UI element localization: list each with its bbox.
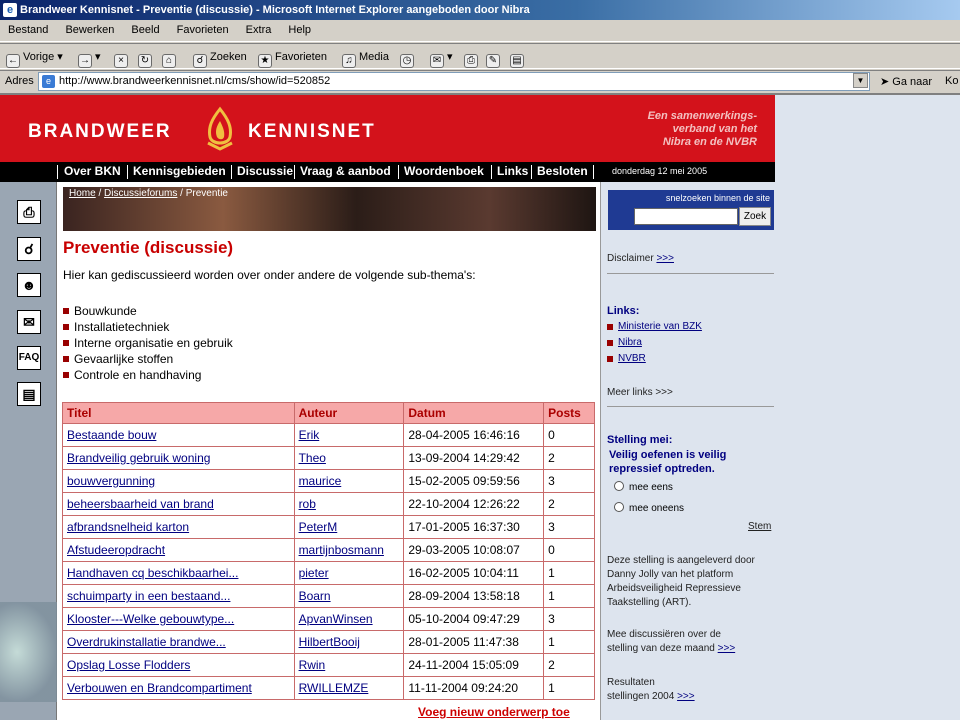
history-button[interactable] bbox=[400, 47, 417, 67]
poll-title: Stelling mei: bbox=[607, 434, 673, 446]
divider bbox=[607, 406, 774, 407]
printer-icon: ⎙ bbox=[464, 54, 478, 68]
poll-info-line: Danny Jolly van het platform bbox=[607, 569, 734, 580]
nav-vraag-aanbod[interactable]: Vraag & aanbod bbox=[300, 164, 391, 178]
nav-besloten[interactable]: Besloten bbox=[537, 164, 588, 178]
quick-search-box bbox=[608, 190, 774, 230]
topic-author-link[interactable]: martijnbosmann bbox=[298, 543, 384, 557]
disclaimer-link[interactable]: >>> bbox=[656, 253, 674, 264]
nav-woordenboek[interactable]: Woordenboek bbox=[404, 164, 484, 178]
discuss-line: Mee discussiëren over de bbox=[607, 629, 721, 640]
menu-bewerken[interactable]: Bewerken bbox=[65, 24, 115, 36]
topic-title-link[interactable]: afbrandsnelheid karton bbox=[67, 520, 190, 534]
edit-button[interactable] bbox=[486, 47, 503, 67]
nav-kennisgebieden[interactable]: Kennisgebieden bbox=[133, 164, 226, 178]
topic-posts-cell: 1 bbox=[544, 631, 595, 654]
table-row bbox=[63, 631, 595, 654]
poll-option-disagree[interactable] bbox=[614, 502, 684, 514]
topic-title-cell bbox=[63, 539, 295, 562]
home-button[interactable] bbox=[162, 47, 179, 67]
topic-title-link[interactable]: beheersbaarheid van brand bbox=[67, 497, 214, 511]
print-icon[interactable]: ⎙ bbox=[17, 200, 41, 224]
topic-date-cell: 16-02-2005 10:04:11 bbox=[404, 562, 544, 585]
link-item-nvbr bbox=[607, 353, 646, 364]
topic-title-link[interactable]: Overdrukinstallatie brandwe... bbox=[67, 635, 226, 649]
quick-search-title: snelzoeken binnen de site bbox=[665, 193, 770, 203]
window-title: Brandweer Kennisnet - Preventie (discussie) - Microsoft Internet Explorer aangeboden door Nibra bbox=[20, 4, 530, 16]
favorites-button[interactable] bbox=[258, 47, 327, 67]
topic-date-cell: 13-09-2004 14:29:42 bbox=[404, 447, 544, 470]
poll-info-line: Deze stelling is aangeleverd door bbox=[607, 555, 755, 566]
logo-text-right: KENNISNET bbox=[248, 121, 376, 142]
search-icon[interactable]: ☌ bbox=[17, 237, 41, 261]
home-icon: ⌂ bbox=[162, 54, 176, 68]
disclaimer-label: Disclaimer bbox=[607, 253, 654, 264]
table-row bbox=[63, 585, 595, 608]
topic-author-link[interactable]: rob bbox=[298, 497, 316, 511]
back-label: Vorige bbox=[23, 51, 55, 63]
address-input[interactable] bbox=[38, 72, 870, 91]
discuss-icon: ▤ bbox=[510, 54, 524, 68]
poll-info-line: Arbeidsveiligheid Repressieve bbox=[607, 583, 741, 594]
refresh-button[interactable] bbox=[138, 47, 155, 67]
results-line-2 bbox=[607, 690, 695, 704]
results-text bbox=[607, 676, 695, 704]
table-row bbox=[63, 470, 595, 493]
topic-title-cell bbox=[63, 677, 295, 700]
topic-author-link[interactable]: PeterM bbox=[298, 520, 338, 534]
magnifier-icon: ☌ bbox=[193, 54, 207, 68]
topic-posts-cell: 2 bbox=[544, 447, 595, 470]
subtheme-item: Bouwkunde bbox=[63, 303, 233, 319]
forward-arrow-icon: → bbox=[80, 55, 90, 66]
mail-toolbar-icon: ✉ bbox=[430, 54, 444, 68]
web-page bbox=[0, 95, 775, 720]
discuss-label: stelling van deze maand bbox=[607, 643, 715, 654]
print-button[interactable] bbox=[464, 47, 481, 67]
go-label: Ga naar bbox=[892, 76, 933, 88]
menu-favorieten[interactable]: Favorieten bbox=[176, 24, 229, 36]
more-links[interactable]: Meer links >>> bbox=[607, 387, 673, 398]
topic-author-cell bbox=[294, 447, 404, 470]
slogan-line: Nibra en de NVBR bbox=[662, 136, 757, 148]
breadcrumb-current: Preventie bbox=[185, 188, 228, 199]
column-header-titel: Titel bbox=[63, 403, 295, 424]
intro-text: Hier kan gediscussieerd worden over onder andere de volgende sub-thema's: bbox=[63, 268, 476, 282]
topic-author-cell bbox=[294, 654, 404, 677]
faq-icon[interactable]: FAQ bbox=[17, 346, 41, 370]
topic-author-link[interactable]: ApvanWinsen bbox=[298, 612, 373, 626]
address-bar bbox=[0, 70, 960, 92]
topic-author-link[interactable]: pieter bbox=[298, 566, 329, 580]
history-icon: ◷ bbox=[400, 54, 414, 68]
forward-button[interactable]: → ▾ bbox=[80, 51, 101, 66]
poll-question-line: repressief optreden. bbox=[609, 463, 715, 475]
back-arrow-icon: ← bbox=[8, 55, 18, 66]
topic-date-cell: 11-11-2004 09:24:20 bbox=[404, 677, 544, 700]
subtheme-item: Gevaarlijke stoffen bbox=[63, 351, 233, 367]
topic-author-cell bbox=[294, 631, 404, 654]
topic-date-cell: 28-04-2005 16:46:16 bbox=[404, 424, 544, 447]
favorites-label: Favorieten bbox=[275, 51, 327, 63]
search-toolbar-label: Zoeken bbox=[210, 51, 247, 63]
radio-button[interactable] bbox=[614, 502, 624, 512]
edit-icon: ✎ bbox=[486, 54, 500, 68]
ie-icon: e bbox=[3, 3, 17, 17]
topic-author-link[interactable]: Theo bbox=[298, 451, 326, 465]
brandweer-emblem-icon bbox=[200, 105, 240, 151]
slogan-line: Een samenwerkings- bbox=[647, 110, 757, 122]
results-line: Resultaten bbox=[607, 677, 655, 688]
topic-title-cell bbox=[63, 562, 295, 585]
left-sidebar bbox=[0, 182, 57, 720]
topic-title-link[interactable]: Afstudeeropdracht bbox=[67, 543, 166, 557]
table-header-row bbox=[63, 403, 595, 424]
topic-date-cell: 24-11-2004 15:05:09 bbox=[404, 654, 544, 677]
radio-button[interactable] bbox=[614, 481, 624, 491]
nav-over-bkn[interactable]: Over BKN bbox=[64, 164, 121, 178]
topic-posts-cell: 1 bbox=[544, 585, 595, 608]
disclaimer-line bbox=[607, 253, 674, 264]
topic-title-link[interactable]: Brandveilig gebruik woning bbox=[67, 451, 211, 465]
topic-title-link[interactable]: Klooster---Welke gebouwtype... bbox=[67, 612, 235, 626]
poll-question-line: Veilig oefenen is veilig bbox=[609, 449, 727, 461]
address-dropdown[interactable]: ▼ bbox=[853, 73, 868, 88]
topic-title-cell bbox=[63, 447, 295, 470]
logo-text-left: BRANDWEER bbox=[28, 121, 172, 142]
window-title-bar bbox=[0, 0, 960, 20]
menu-bar bbox=[0, 20, 960, 42]
topic-date-cell: 22-10-2004 12:26:22 bbox=[404, 493, 544, 516]
topic-title-link[interactable]: Bestaande bouw bbox=[67, 428, 157, 442]
quick-search-button[interactable]: Zoek bbox=[739, 207, 771, 226]
link-nvbr[interactable]: NVBR bbox=[618, 353, 646, 364]
table-row bbox=[63, 677, 595, 700]
subtheme-item: Installatietechniek bbox=[63, 319, 233, 335]
mail-button[interactable]: ✉ ▾ bbox=[430, 47, 453, 67]
nav-links[interactable]: Links bbox=[497, 164, 529, 178]
topic-title-cell bbox=[63, 516, 295, 539]
topic-title-link[interactable]: Opslag Losse Flodders bbox=[67, 658, 191, 672]
nav-separator bbox=[127, 165, 128, 179]
main-nav bbox=[0, 162, 775, 182]
topic-posts-cell: 1 bbox=[544, 562, 595, 585]
subtheme-item: Interne organisatie en gebruik bbox=[63, 335, 233, 351]
toolbar bbox=[0, 43, 960, 69]
media-button[interactable] bbox=[342, 47, 389, 67]
topic-author-link[interactable]: Erik bbox=[298, 428, 320, 442]
topic-author-cell bbox=[294, 539, 404, 562]
breadcrumb-separator: / bbox=[177, 188, 186, 199]
search-toolbar-button[interactable] bbox=[193, 47, 247, 67]
topic-author-cell bbox=[294, 585, 404, 608]
menu-bestand[interactable]: Bestand bbox=[8, 24, 49, 36]
favorites-icon: ★ bbox=[258, 54, 272, 68]
topic-date-cell: 28-09-2004 13:58:18 bbox=[404, 585, 544, 608]
topic-date-cell: 29-03-2005 10:08:07 bbox=[404, 539, 544, 562]
discuss-link[interactable]: >>> bbox=[717, 643, 736, 654]
stop-icon: × bbox=[114, 54, 128, 68]
table-row bbox=[63, 654, 595, 677]
poll-info bbox=[607, 554, 755, 610]
table-row bbox=[63, 493, 595, 516]
browser-viewport bbox=[0, 93, 960, 720]
topic-title-link[interactable]: bouwvergunning bbox=[67, 474, 156, 488]
topic-title-link[interactable]: schuimparty in een bestaand... bbox=[67, 589, 231, 603]
current-date: donderdag 12 mei 2005 bbox=[612, 166, 708, 176]
topic-title-cell bbox=[63, 424, 295, 447]
sitemap-icon[interactable]: ▤ bbox=[17, 382, 41, 406]
mail-icon[interactable]: ✉ bbox=[17, 310, 41, 334]
topic-title-cell bbox=[63, 631, 295, 654]
topic-author-cell bbox=[294, 608, 404, 631]
topic-date-cell: 15-02-2005 09:59:56 bbox=[404, 470, 544, 493]
poll-option-label: mee eens bbox=[629, 482, 673, 493]
decorative-glow bbox=[0, 602, 57, 702]
divider bbox=[607, 273, 774, 274]
topic-author-cell bbox=[294, 424, 404, 447]
column-header-auteur: Auteur bbox=[294, 403, 404, 424]
topic-author-cell bbox=[294, 470, 404, 493]
topics-table bbox=[62, 402, 595, 700]
nav-separator bbox=[398, 165, 399, 179]
menu-beeld[interactable]: Beeld bbox=[131, 24, 160, 36]
breadcrumb-separator: / bbox=[95, 188, 105, 199]
topic-posts-cell: 3 bbox=[544, 516, 595, 539]
poll-option-label: mee oneens bbox=[629, 503, 685, 514]
nav-separator bbox=[231, 165, 232, 179]
discuss-button[interactable] bbox=[510, 47, 527, 67]
menu-help[interactable]: Help bbox=[288, 24, 312, 36]
table-row bbox=[63, 562, 595, 585]
quick-search-input[interactable] bbox=[634, 208, 738, 225]
topic-title-link[interactable]: Handhaven cq beschikbaarhei... bbox=[67, 566, 239, 580]
link-item-nibra bbox=[607, 337, 642, 348]
address-label: Adres bbox=[5, 75, 34, 87]
topic-posts-cell: 1 bbox=[544, 677, 595, 700]
breadcrumb-home[interactable]: Home bbox=[69, 188, 96, 199]
page-icon: e bbox=[42, 75, 55, 88]
topic-date-cell: 05-10-2004 09:47:29 bbox=[404, 608, 544, 631]
table-row bbox=[63, 447, 595, 470]
topic-author-link[interactable]: Boarn bbox=[298, 589, 331, 603]
nav-separator bbox=[57, 165, 58, 179]
nav-discussie[interactable]: Discussie bbox=[237, 164, 294, 178]
topic-posts-cell: 3 bbox=[544, 608, 595, 631]
discuss-line-2 bbox=[607, 642, 735, 656]
topic-title-cell bbox=[63, 470, 295, 493]
table-row bbox=[63, 516, 595, 539]
topic-posts-cell: 0 bbox=[544, 424, 595, 447]
page-title: Preventie (discussie) bbox=[63, 238, 234, 257]
topic-author-link[interactable]: HilbertBooij bbox=[298, 635, 360, 649]
topic-title-cell bbox=[63, 585, 295, 608]
column-header-posts: Posts bbox=[544, 403, 595, 424]
topic-title-cell bbox=[63, 654, 295, 677]
breadcrumb-forums[interactable]: Discussieforums bbox=[104, 188, 178, 199]
column-header-datum: Datum bbox=[404, 403, 544, 424]
menu-extra[interactable]: Extra bbox=[245, 24, 272, 36]
discuss-text bbox=[607, 628, 735, 656]
table-row bbox=[63, 539, 595, 562]
topic-author-link[interactable]: maurice bbox=[298, 474, 342, 488]
address-url: http://www.brandweerkennisnet.nl/cms/show/id=520852 bbox=[59, 75, 331, 87]
topic-title-link[interactable]: Verbouwen en Brandcompartiment bbox=[67, 681, 252, 695]
poll-option-agree[interactable] bbox=[614, 481, 673, 493]
link-nibra[interactable]: Nibra bbox=[618, 337, 642, 348]
go-button[interactable] bbox=[880, 75, 932, 88]
topic-author-cell bbox=[294, 562, 404, 585]
topic-date-cell: 28-01-2005 11:47:38 bbox=[404, 631, 544, 654]
refresh-icon: ↻ bbox=[138, 54, 152, 68]
topic-title-cell bbox=[63, 493, 295, 516]
topic-title-cell bbox=[63, 608, 295, 631]
table-row bbox=[63, 424, 595, 447]
link-item-bzk bbox=[607, 321, 702, 332]
topic-date-cell: 17-01-2005 16:37:30 bbox=[404, 516, 544, 539]
link-ministerie-bzk[interactable]: Ministerie van BZK bbox=[618, 321, 702, 332]
vote-link[interactable]: Stem bbox=[748, 521, 772, 532]
slogan-line: verband van het bbox=[672, 123, 757, 135]
subtheme-list bbox=[63, 303, 233, 383]
back-button[interactable]: ← Vorige ▾ bbox=[8, 51, 63, 66]
table-row bbox=[63, 608, 595, 631]
topic-posts-cell: 2 bbox=[544, 654, 595, 677]
site-banner bbox=[0, 95, 775, 162]
topic-author-cell bbox=[294, 493, 404, 516]
topic-author-link[interactable]: RWILLEMZE bbox=[298, 681, 369, 695]
nav-separator bbox=[593, 165, 594, 179]
links-title: Links: bbox=[607, 305, 640, 317]
topic-author-cell bbox=[294, 677, 404, 700]
go-arrow-icon: ➤ bbox=[880, 76, 890, 88]
subtheme-item: Controle en handhaving bbox=[63, 367, 233, 383]
add-topic-link[interactable]: Voeg nieuw onderwerp toe bbox=[418, 705, 570, 719]
nav-separator bbox=[531, 165, 532, 179]
results-link[interactable]: >>> bbox=[677, 691, 695, 702]
person-icon[interactable]: ☻ bbox=[17, 273, 41, 297]
links-toolbar[interactable]: Ko bbox=[945, 75, 959, 87]
media-icon: ♫ bbox=[342, 54, 356, 68]
results-label: stellingen 2004 bbox=[607, 691, 675, 702]
topic-posts-cell: 2 bbox=[544, 493, 595, 516]
stop-button[interactable] bbox=[114, 47, 131, 67]
slogan bbox=[648, 110, 757, 149]
poll-info-line: Taakstelling (ART). bbox=[607, 597, 692, 608]
topic-posts-cell: 0 bbox=[544, 539, 595, 562]
topic-posts-cell: 3 bbox=[544, 470, 595, 493]
topic-author-link[interactable]: Rwin bbox=[298, 658, 326, 672]
nav-separator bbox=[491, 165, 492, 179]
breadcrumb bbox=[69, 188, 228, 199]
media-label: Media bbox=[359, 51, 389, 63]
nav-separator bbox=[294, 165, 295, 179]
topic-author-cell bbox=[294, 516, 404, 539]
